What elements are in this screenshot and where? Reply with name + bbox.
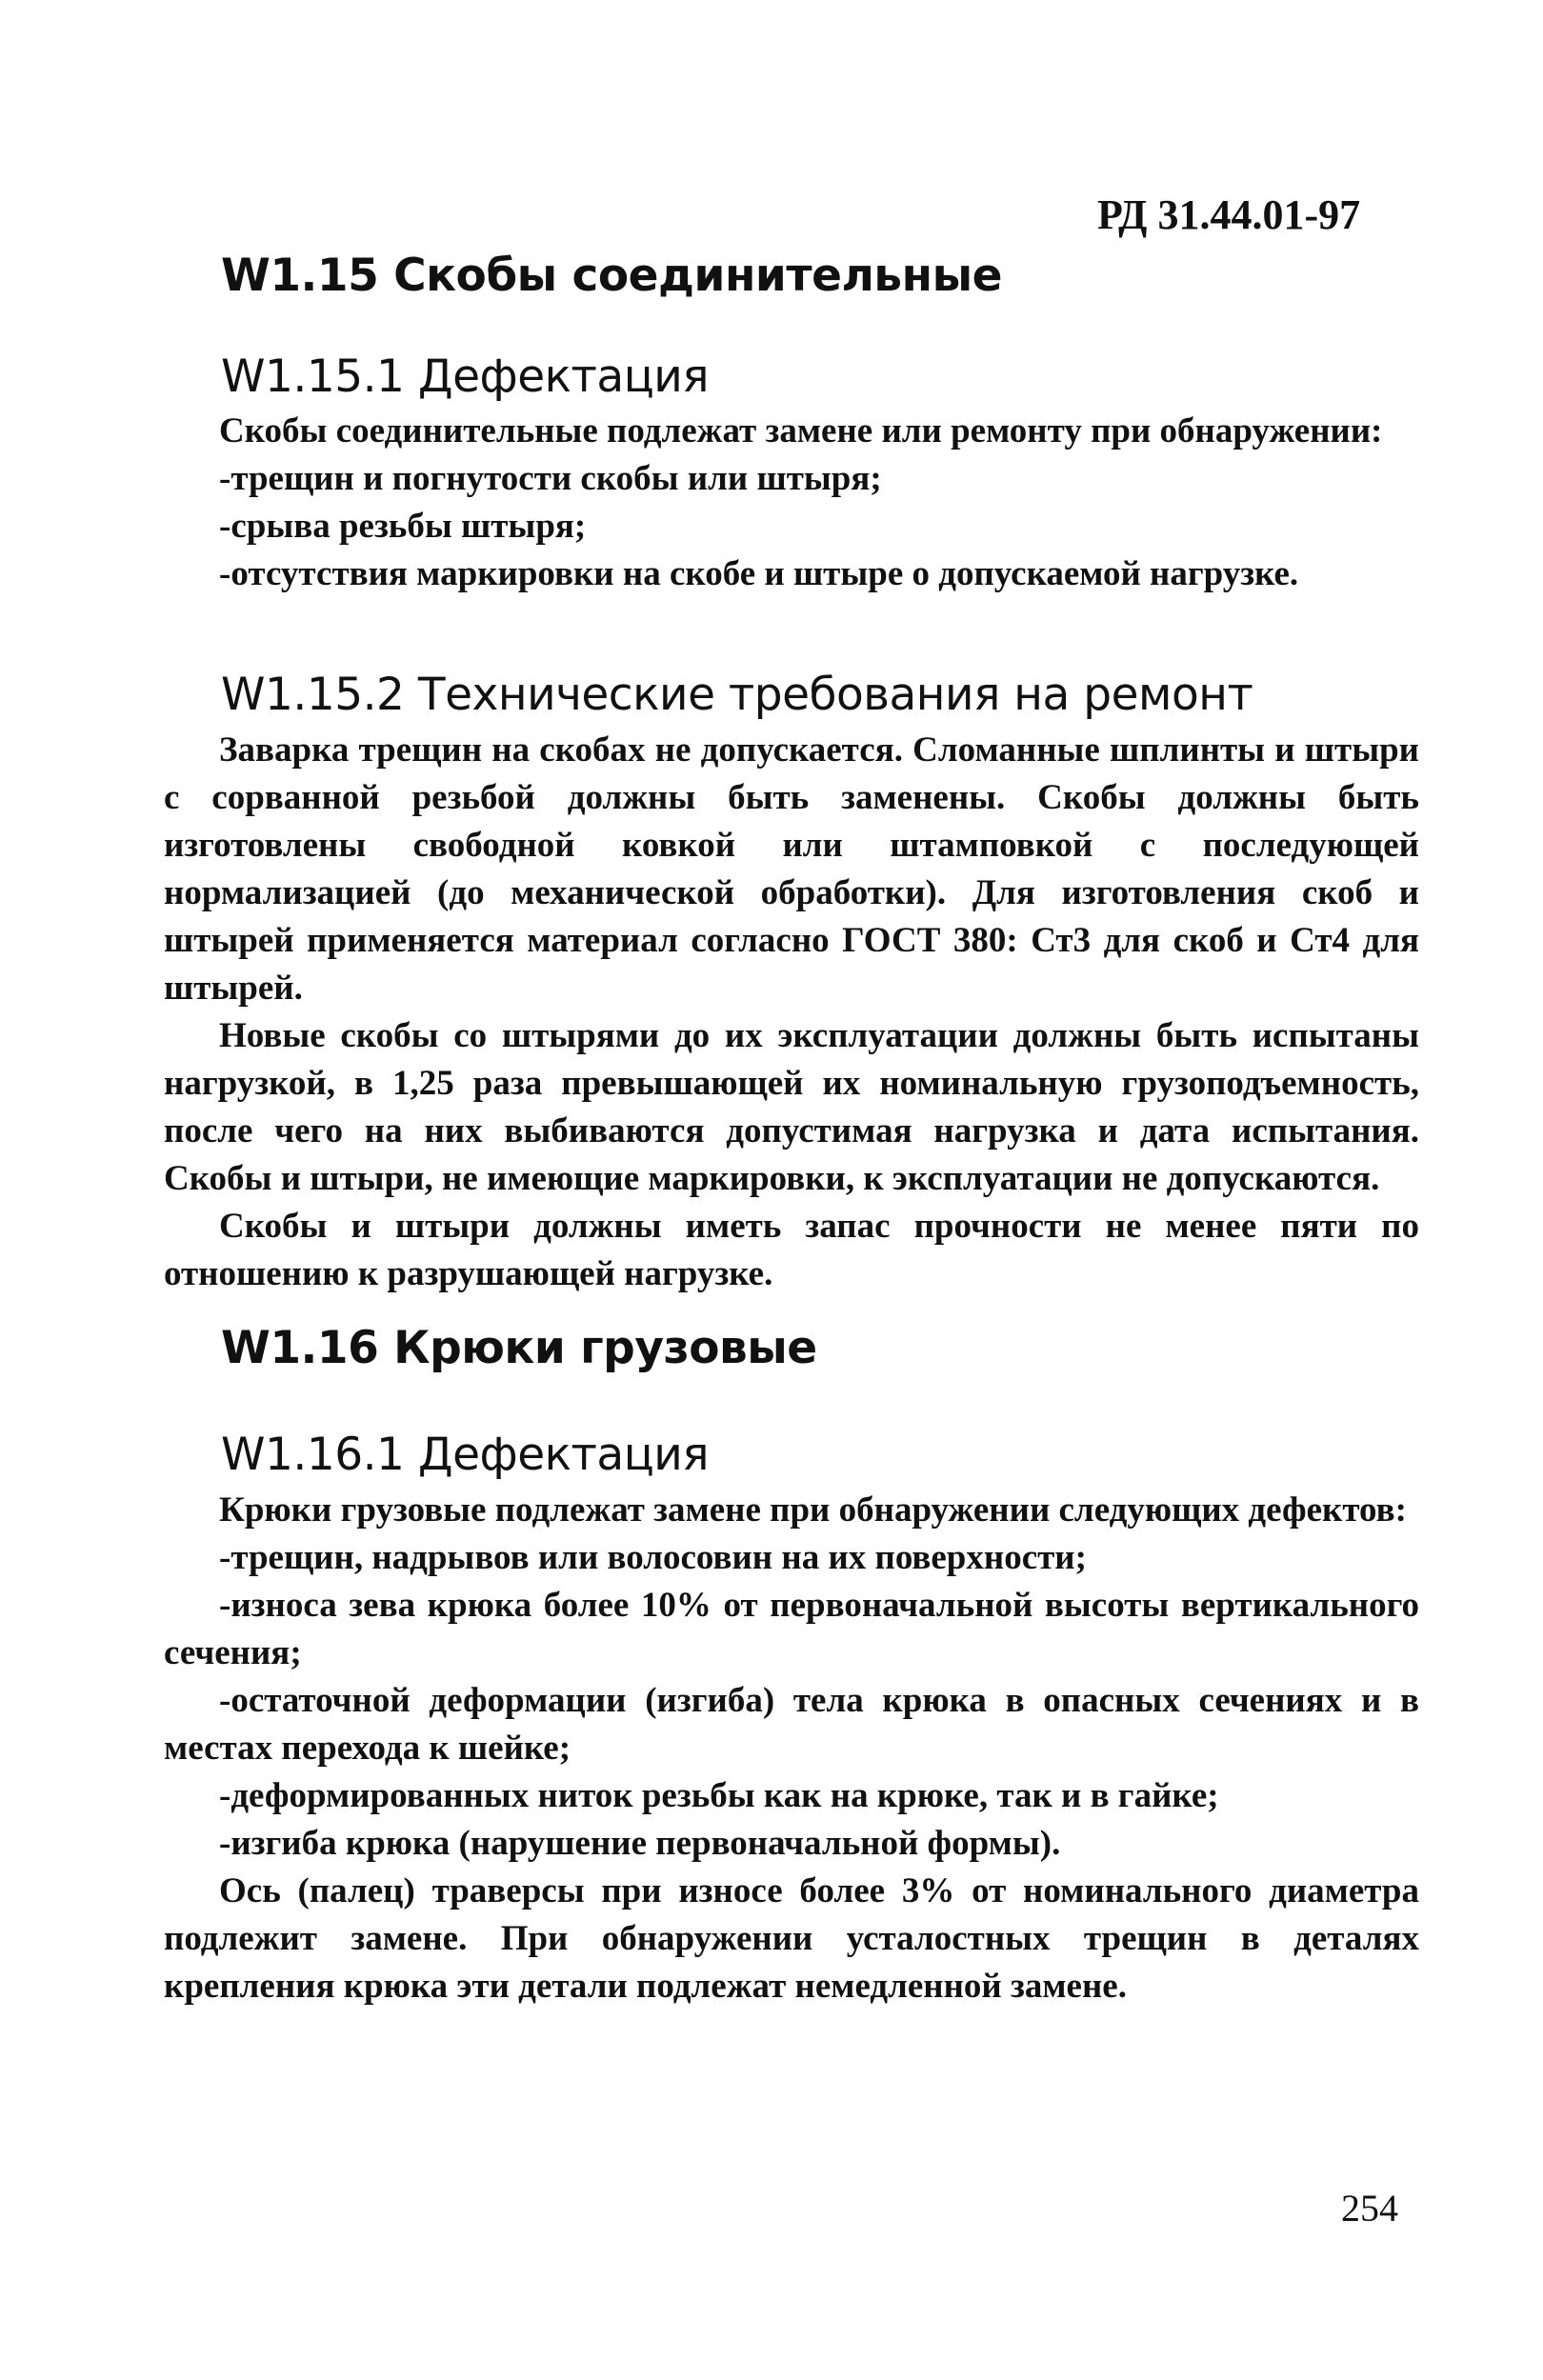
document-code: РД 31.44.01-97 xyxy=(1097,191,1361,238)
list-item: -износа зева крюка более 10% от первоначальной высоты вертикального сечения; xyxy=(164,1586,1419,1672)
paragraph: Заварка трещин на скобах не допускается. Сломанные шплинты и штыри с сорванной резьбой должны быть заменены. Скобы должны быть изготовлены свободной ковкой или штамповкой с последующей нормализацией (до механической обработки). Для изготовления скоб и штырей применяется материал согласно ГОСТ 380: Ст3 для скоб и Ст4 для штырей. xyxy=(164,730,1419,1008)
list-item: -деформированных ниток резьбы как на крюке, так и в гайке; xyxy=(219,1776,1219,1815)
closing-paragraph: Ось (палец) траверсы при износе более 3% от номинального диаметра подлежит замене. При обнаружении усталостных трещин в деталях крепления крюка эти детали подлежат немедленной замене. xyxy=(164,1871,1419,2006)
subsection-title-w1-16-1: W1.16.1 Дефектация xyxy=(221,1429,710,1481)
repair-requirements-w1-15-2 xyxy=(164,727,1419,1298)
page-number: 254 xyxy=(1341,2187,1398,2230)
list-item: -трещин и погнутости скобы или штыря; xyxy=(219,459,882,498)
section-title-w1-16: W1.16 Крюки грузовые xyxy=(221,1322,817,1374)
defect-list-w1-15-1 xyxy=(164,408,1419,598)
list-item: -трещин, надрывов или волосовин на их поверхности; xyxy=(219,1538,1087,1577)
paragraph: Скобы и штыри должны иметь запас прочности не менее пяти по отношению к разрушающей нагрузке. xyxy=(164,1207,1419,1293)
section-title-w1-15: W1.15 Скобы соединительные xyxy=(221,250,1002,302)
intro-paragraph: Скобы соединительные подлежат замене или ремонту при обнаружении: xyxy=(219,411,1383,450)
subsection-title-w1-15-1: W1.15.1 Дефектация xyxy=(221,350,710,403)
list-item: -остаточной деформации (изгиба) тела крюка в опасных сечениях и в местах перехода к шейке; xyxy=(164,1681,1419,1768)
defect-list-w1-16-1 xyxy=(164,1487,1419,2010)
list-item: -изгиба крюка (нарушение первоначальной формы). xyxy=(219,1824,1061,1863)
intro-paragraph: Крюки грузовые подлежат замене при обнаружении следующих дефектов: xyxy=(219,1490,1407,1530)
subsection-title-w1-15-2: W1.15.2 Технические требования на ремонт xyxy=(221,669,1253,721)
paragraph: Новые скобы со штырями до их эксплуатации должны быть испытаны нагрузкой, в 1,25 раза превышающей их номинальную грузоподъемность, после чего на них выбиваются допустимая нагрузка и дата испытания. Скобы и штыри, не имеющие маркировки, к эксплуатации не допускаются. xyxy=(164,1016,1419,1198)
list-item: -отсутствия маркировки на скобе и штыре о допускаемой нагрузке. xyxy=(219,554,1299,593)
list-item: -срыва резьбы штыря; xyxy=(219,507,587,546)
